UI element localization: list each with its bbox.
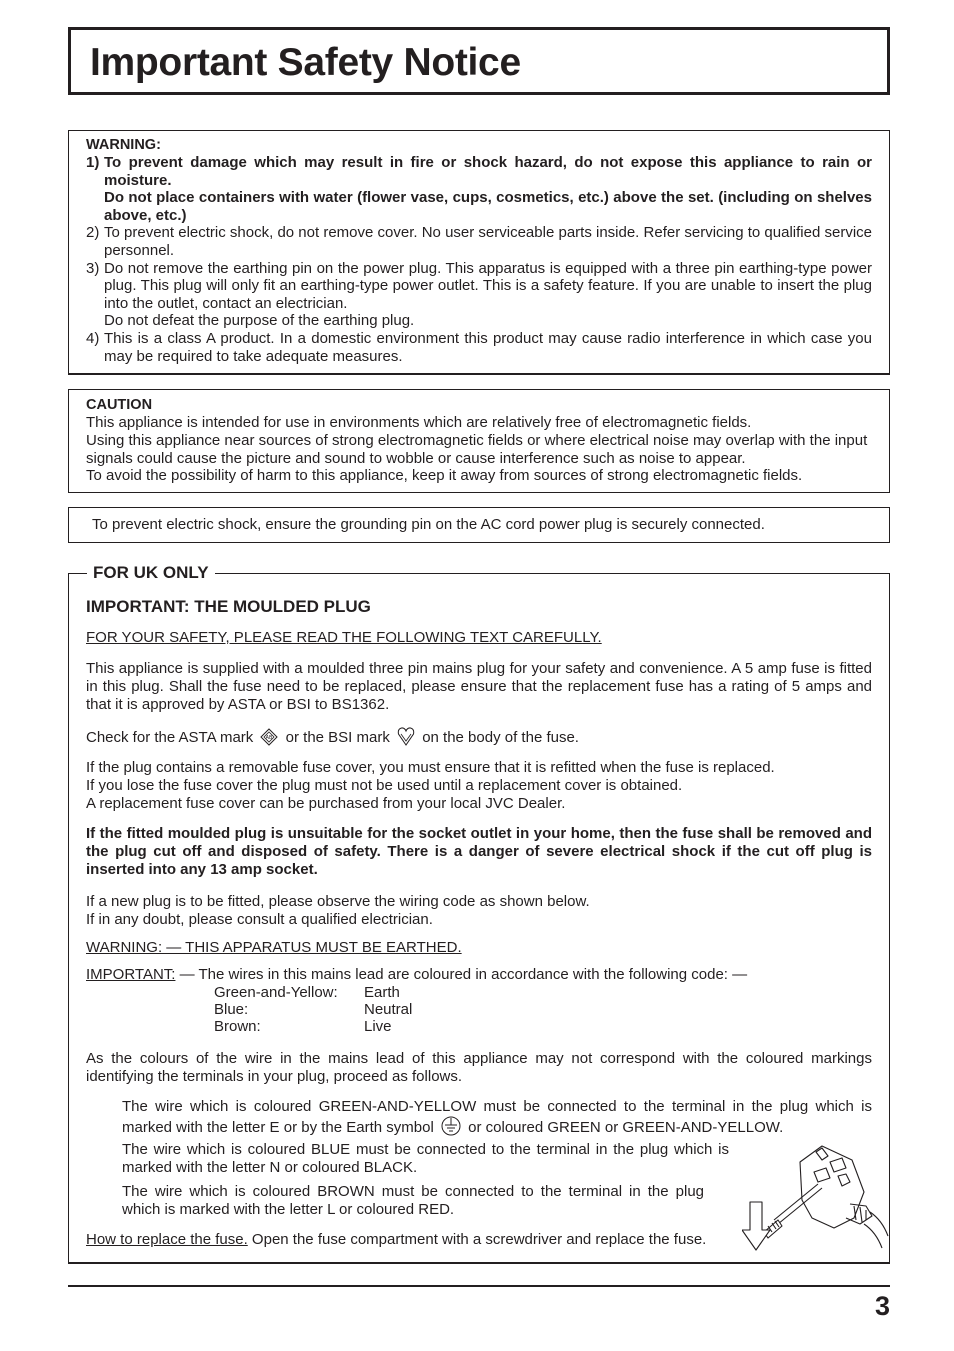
wire-colour: Blue: [214,1001,249,1018]
new-plug-notes [86,893,872,929]
item-number: 1) [86,154,100,171]
wire-code-row [214,1018,412,1035]
warning-item-4 [86,330,872,365]
wire-code-row [214,984,412,1001]
wire-colour: Brown: [214,1018,261,1035]
warning-item-text: To prevent electric shock, do not remove cover. No user serviceable parts inside. Refer servicing to qualified service personnel. [104,224,872,259]
green-yellow-text: or coloured GREEN or GREEN-AND-YELLOW. [468,1118,784,1136]
wire-colour: Green-and-Yellow: [214,984,338,1001]
blue-wire-instruction: The wire which is coloured BLUE must be connected to the terminal in the plug which is marked with the letter N or coloured BLACK. [122,1141,729,1176]
fuse-cover-line: If you lose the fuse cover the plug must not be used until a replacement cover is obtained. [86,776,683,794]
check-mark-line [86,726,872,751]
footer-rule [68,1285,890,1287]
bsi-kitemark-icon [397,726,415,751]
warning-item-2 [86,224,872,259]
new-plug-line: If in any doubt, please consult a qualified electrician. [86,910,433,928]
warning-item-3 [86,260,872,330]
plug-screwdriver-illustration [742,1140,892,1255]
earthed-warning [86,939,872,957]
warning-item-text: To prevent damage which may result in fire or shock hazard, do not expose this appliance to rain or moisture. [104,154,872,189]
page-number: 3 [874,1291,890,1321]
green-yellow-wire-instruction [122,1098,872,1141]
warning-item-text: Do not defeat the purpose of the earthing plug. [104,312,415,330]
caution-line: Using this appliance near sources of strong electromagnetic fields or where electrical noise may overlap with the input signals could cause the picture and sound to wobble or cause interference such as noise to appear. [86,431,868,467]
wire-meaning: Live [364,1018,392,1035]
warning-item-text: This is a class A product. In a domestic environment this product may cause radio interference in which case you may be required to take adequate measures. [104,329,872,365]
item-number: 2) [86,224,100,242]
wire-meaning: Neutral [364,1001,413,1018]
caution-box [68,389,890,493]
uk-only-legend: FOR UK ONLY [87,562,215,584]
uk-only-section [68,563,890,1264]
fuse-cover-notes [86,759,872,812]
warning-item-1 [86,154,872,224]
important-wire-code-line [86,966,872,984]
unsuitable-plug-warning: If the fitted moulded plug is unsuitable for the socket outlet in your home, then the fuse shall be removed and the plug cut off and disposed of safety. There is a danger of severe electrical shock if the cut off plug is inserted into any 13 amp socket. [86,825,872,878]
asta-mark-icon [260,728,278,751]
important-text: — The wires in this mains lead are coloured in accordance with the following code: — [179,966,748,983]
replace-fuse-line [86,1231,739,1249]
moulded-plug-heading: IMPORTANT: THE MOULDED PLUG [86,597,371,616]
earthed-warning-text: WARNING: — THIS APPARATUS MUST BE EARTHED. [86,939,462,956]
fuse-cover-line: If the plug contains a removable fuse cover, you must ensure that it is refitted when the fuse is replaced. [86,759,775,776]
item-number: 4) [86,329,100,347]
caution-line: To avoid the possibility of harm to this appliance, keep it away from sources of strong electromagnetic fields. [86,467,803,485]
grounding-notice-box [68,507,890,543]
item-number: 3) [86,259,100,277]
page-title: Important Safety Notice [90,41,521,84]
caution-line: This appliance is intended for use in environments which are relatively free of electromagnetic fields. [86,414,752,431]
read-carefully-note: FOR YOUR SAFETY, PLEASE READ THE FOLLOWING TEXT CAREFULLY. [86,629,602,646]
title-box [68,27,890,95]
green-yellow-text: The wire which is coloured GREEN-AND-YELLOW must be connected to the terminal in the plug which is marked with the letter E or by the Earth symbol [122,1098,872,1136]
plug-with-screwdriver-icon [742,1140,892,1255]
replace-fuse-label: How to replace the fuse. [86,1231,248,1248]
wire-code-table [214,984,412,1035]
earth-symbol-icon [441,1116,461,1141]
caution-heading: CAUTION [86,397,153,413]
grounding-notice: To prevent electric shock, ensure the grounding pin on the AC cord power plug is securely connected. [92,516,765,533]
warning-item-text: Do not remove the earthing pin on the power plug. This apparatus is equipped with a three pin earthing-type power plug. This plug will only fit an earthing-type power outlet. This is a safety feature. If you are unable to insert the plug into the outlet, contact an electrician. [104,259,872,312]
wire-meaning: Earth [364,984,400,1001]
fuse-cover-line: A replacement fuse cover can be purchased from your local JVC Dealer. [86,794,566,812]
check-mark-text: on the body of the fuse. [422,729,579,746]
warning-item-text: Do not place containers with water (flower vase, cups, cosmetics, etc.) above the set. (including on shelves above, etc.) [104,189,872,224]
warning-box [68,130,890,375]
svg-text:AB: AB [266,735,273,741]
brown-wire-instruction: The wire which is coloured BROWN must be connected to the terminal in the plug which is marked with the letter L or coloured RED. [122,1183,704,1218]
warning-heading: WARNING: [86,137,161,153]
replace-fuse-text: Open the fuse compartment with a screwdriver and replace the fuse. [247,1231,707,1248]
new-plug-line: If a new plug is to be fitted, please observe the wiring code as shown below. [86,893,590,910]
check-mark-text: Check for the ASTA mark [86,729,254,746]
colours-note: As the colours of the wire in the mains lead of this appliance may not correspond with the coloured markings identifying the terminals in your plug, proceed as follows. [86,1050,872,1085]
important-label: IMPORTANT: [86,966,176,983]
wire-code-row [214,1001,412,1018]
check-mark-text: or the BSI mark [285,729,390,746]
fuse-intro: This appliance is supplied with a moulded three pin mains plug for your safety and convenience. A 5 amp fuse is fitted in this plug. Shall the fuse need to be replaced, please ensure that the replacement fuse has a rating of 5 amps and that it is approved by ASTA or BSI to BS1362. [86,660,872,713]
